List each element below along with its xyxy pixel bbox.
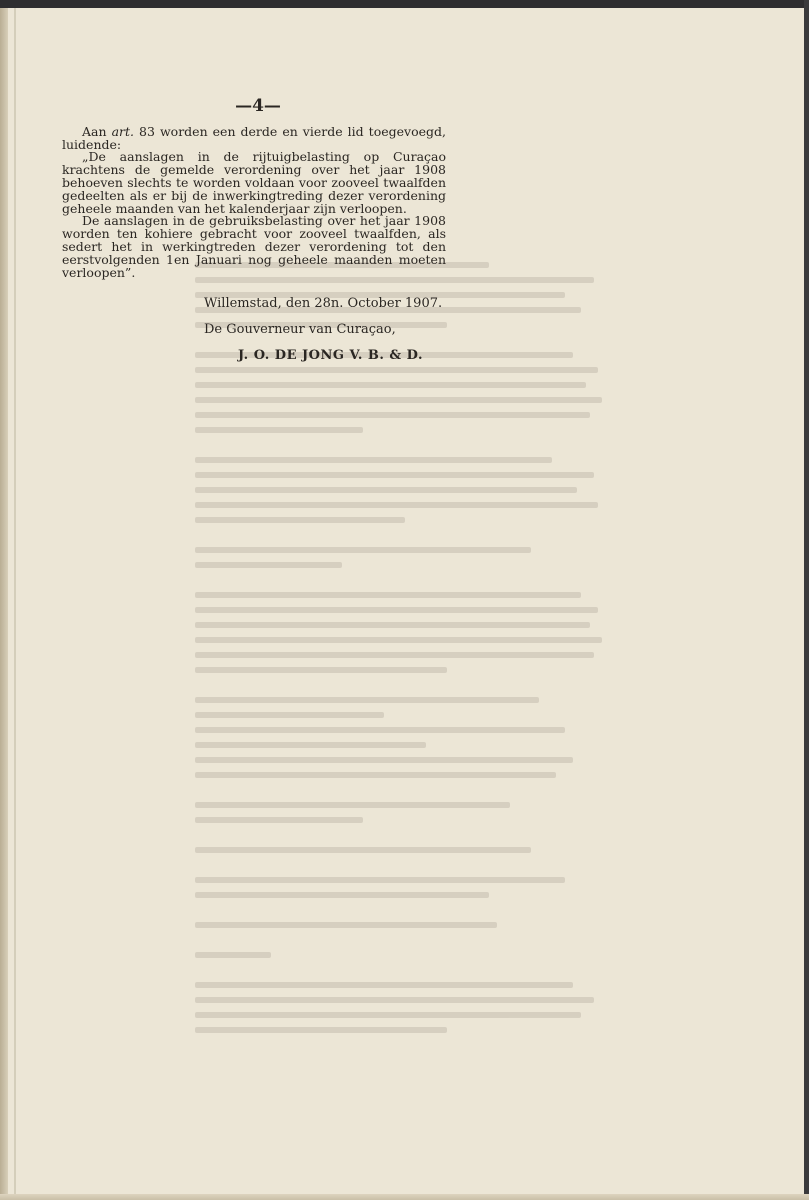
place-date: Willemstad, den 28n. October 1907. (204, 296, 443, 312)
paragraph-1: „De aanslagen in de rijtuigbelasting op Curaçao krachtens de gemelde verordening over het jaar 1908 behoeven slechts te worden voldaan voor zooveel twaalfden gedeelten als er bij de inwerkingtreding dezer verordening geheele maanden van het kalenderjaar zijn verloopen. (62, 149, 446, 216)
governor-title: De Gouverneur van Curaçao, (204, 322, 396, 338)
paragraph-2: De aanslagen in de gebruiksbelasting over het jaar 1908 worden ten kohiere gebracht voor zooveel twaalfden, als sedert het in werkingtreden dezer verordening tot den eerstvolgenden 1en Januari nog geheele maanden moeten verloopen”. (62, 213, 446, 280)
scan-top-border (0, 0, 809, 8)
signatory-name: J. O. DE JONG V. B. & D. (238, 347, 424, 363)
article-ref: art. (111, 123, 134, 139)
lead-rest: 83 worden een derde en vierde lid toegevoegd, luidende: (62, 123, 446, 152)
scan-left-edge (0, 8, 8, 1200)
page-number: —4— (235, 96, 281, 116)
show-through-text (195, 262, 615, 1082)
scan-bottom-edge (0, 1194, 809, 1200)
lead-prefix: Aan (82, 123, 112, 139)
scan-right-border (804, 0, 809, 1200)
lead-paragraph (62, 123, 446, 152)
document-text (62, 96, 446, 363)
page-edge-line (14, 8, 16, 1200)
